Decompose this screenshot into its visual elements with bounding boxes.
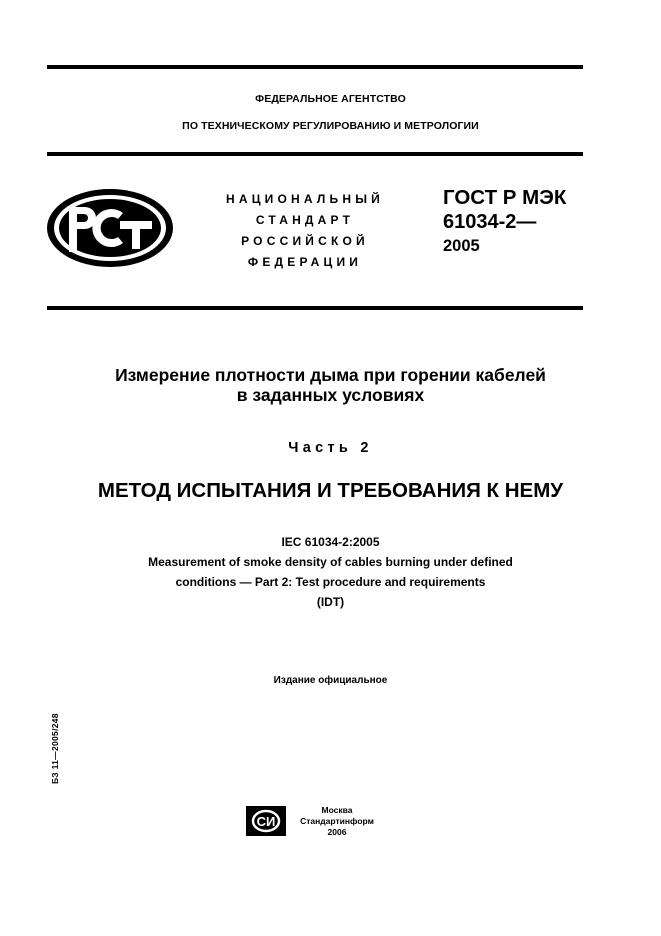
title-line-1: Измерение плотности дыма при горении кабелей	[115, 365, 546, 385]
national-line-1: НАЦИОНАЛЬНЫЙ	[225, 192, 385, 206]
national-line-4: ФЕДЕРАЦИИ	[247, 255, 363, 269]
side-code: БЗ 11—2005/248	[50, 713, 60, 784]
iec-line-2: Measurement of smoke density of cables burning under defined	[148, 555, 513, 569]
publisher-logo-icon	[246, 806, 286, 836]
national-standard-label	[210, 189, 400, 273]
agency-line-2: ПО ТЕХНИЧЕСКОМУ РЕГУЛИРОВАНИЮ И МЕТРОЛОГИИ	[182, 120, 479, 132]
iec-line-4: (IDT)	[316, 595, 345, 609]
standard-number	[443, 186, 566, 258]
block-rule	[47, 306, 583, 310]
agency-line-1: ФЕДЕРАЛЬНОЕ АГЕНТСТВО	[255, 93, 406, 105]
title-line-2: в заданных условиях	[236, 385, 425, 405]
top-rule	[47, 65, 583, 69]
header-rule	[47, 152, 583, 156]
gost-line-2: 61034-2—	[443, 211, 537, 233]
publisher-info	[292, 805, 382, 838]
iec-reference	[0, 532, 661, 612]
rst-emblem-icon	[45, 187, 175, 269]
part-title: МЕТОД ИСПЫТАНИЯ И ТРЕБОВАНИЯ К НЕМУ	[97, 479, 564, 502]
publisher-city: Москва	[321, 805, 353, 815]
publisher-year: 2006	[327, 827, 347, 837]
iec-line-3: conditions — Part 2: Test procedure and requirements	[175, 575, 486, 589]
publisher-logo-text: СИ	[256, 814, 276, 829]
national-line-2: СТАНДАРТ	[255, 213, 355, 227]
national-line-3: РОССИЙСКОЙ	[241, 234, 369, 248]
document-title	[0, 365, 661, 405]
gost-line-1: ГОСТ Р МЭК	[443, 186, 567, 209]
publisher-name: Стандартинформ	[300, 816, 374, 826]
part-label: Часть 2	[288, 440, 373, 456]
iec-line-1: IEC 61034-2:2005	[281, 535, 380, 549]
gost-line-3: 2005	[443, 237, 480, 255]
edition-label: Издание официальное	[273, 675, 388, 686]
